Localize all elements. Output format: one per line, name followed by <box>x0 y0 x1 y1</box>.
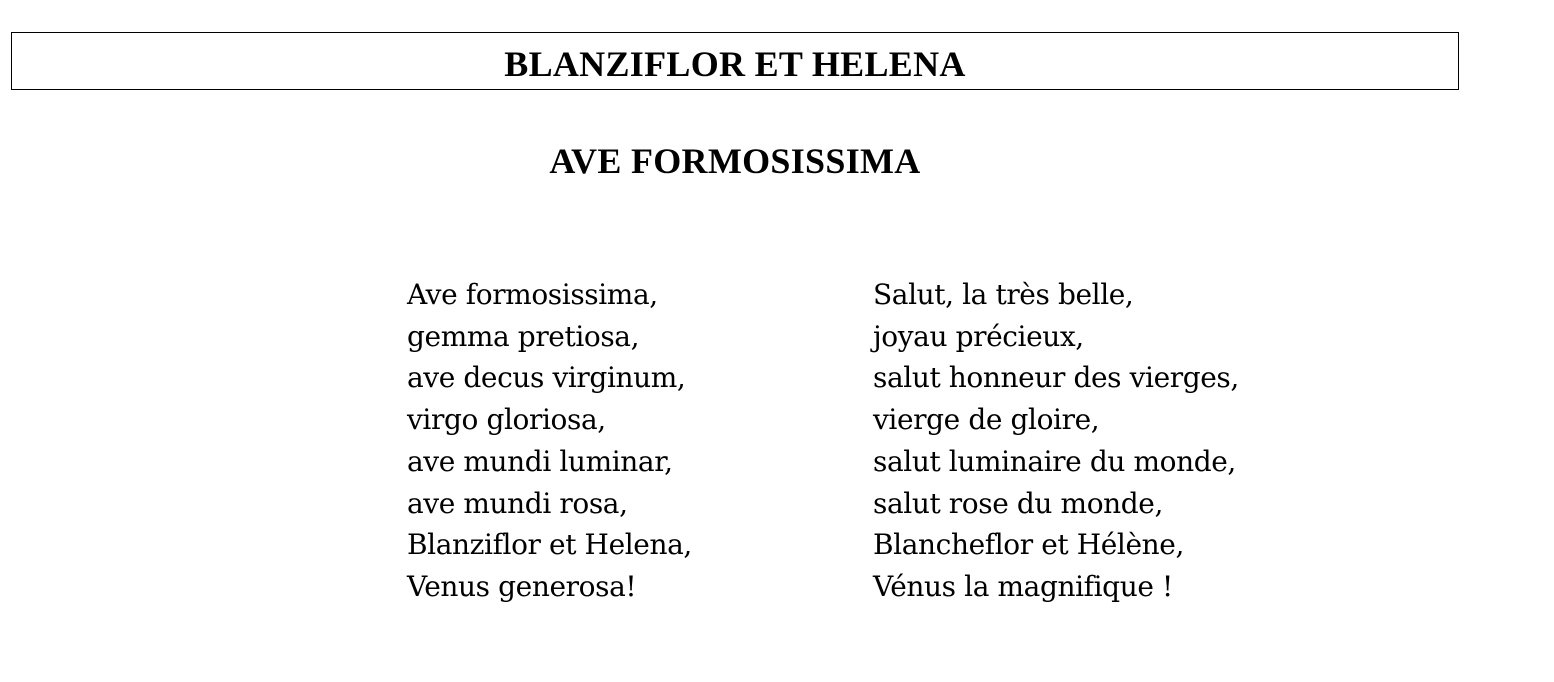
latin-line: ave mundi luminar, <box>407 444 673 478</box>
latin-line: virgo gloriosa, <box>407 403 606 437</box>
french-line: Blancheflor et Hélène, <box>873 528 1184 562</box>
latin-line: ave mundi rosa, <box>407 486 628 520</box>
latin-line: Venus generosa! <box>407 569 637 603</box>
french-line: salut rose du monde, <box>873 486 1163 520</box>
poem-title: AVE FORMOSISSIMA <box>549 141 921 181</box>
french-line: salut honneur des vierges, <box>873 361 1239 395</box>
french-line: Vénus la magnifique ! <box>873 569 1173 603</box>
latin-line: gemma pretiosa, <box>407 319 640 353</box>
french-line: Salut, la très belle, <box>873 278 1134 311</box>
page-title: BLANZIFLOR ET HELENA <box>504 44 966 84</box>
french-line: vierge de gloire, <box>873 403 1100 437</box>
french-line: salut luminaire du monde, <box>873 444 1236 478</box>
latin-line: Ave formosissima, <box>407 278 658 311</box>
french-line: joyau précieux, <box>873 319 1084 353</box>
latin-line: ave decus virginum, <box>407 361 686 395</box>
french-column <box>873 274 1239 608</box>
latin-line: Blanziflor et Helena, <box>407 528 692 562</box>
latin-column <box>407 274 692 608</box>
